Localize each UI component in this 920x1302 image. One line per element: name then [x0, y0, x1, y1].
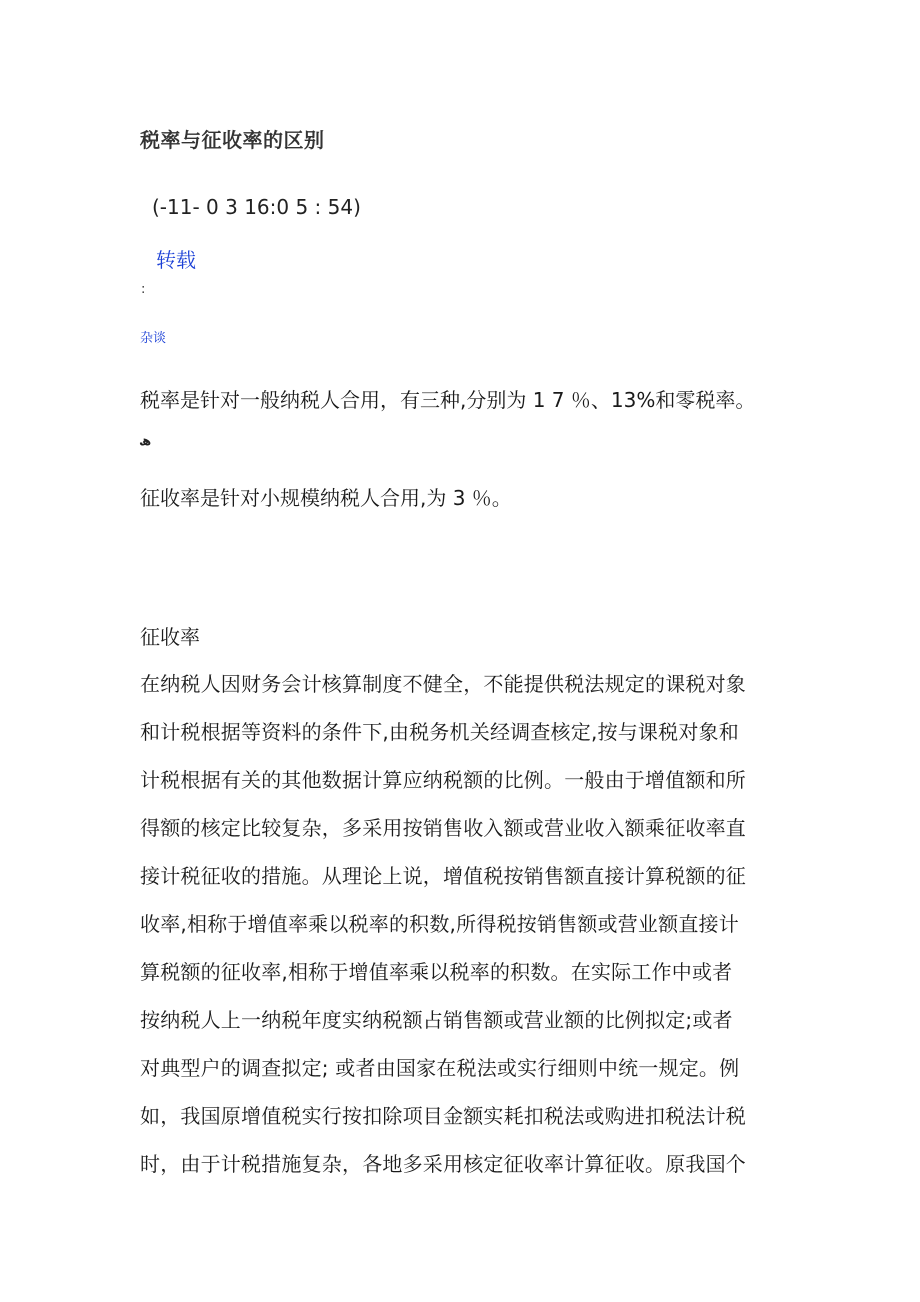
category-link[interactable]: 杂谈	[140, 331, 167, 346]
body-line: 按纳税人上一纳税年度实纳税额占销售额或营业额的比例拟定;或者	[140, 1008, 733, 1032]
body-line: 和计税根据等资料的条件下,由税务机关经调查核定,按与课税对象和	[140, 720, 739, 744]
body-line: 计税根据有关的其他数据计算应纳税额的比例。一般由于增值额和所	[140, 768, 746, 792]
section-heading: 征收率	[140, 625, 200, 649]
body-line: 算税额的征收率,相称于增值率乘以税率的积数。在实际工作中或者	[140, 960, 733, 984]
intro-line-2: 征收率是针对小规模纳税人合用,为 3 ％。	[140, 486, 512, 510]
section-body	[140, 660, 790, 1188]
body-line: 得额的核定比较复杂，多采用按销售收入额或营业收入额乘征收率直	[140, 816, 746, 840]
article-title: 税率与征收率的区别	[140, 128, 325, 152]
article-timestamp: (-11- 0 3 16:0 5 : 54)	[152, 195, 361, 219]
body-line: 对典型户的调查拟定; 或者由国家在税法或实行细则中统一规定。例	[140, 1056, 740, 1080]
body-line: 在纳税人因财务会计核算制度不健全，不能提供税法规定的课税对象	[140, 672, 746, 696]
repost-link[interactable]: 转载	[156, 248, 196, 272]
colon-separator: :	[141, 282, 146, 297]
intro-line-1: 税率是针对一般纳税人合用，有三种,分别为 1 7 ％、13%和零税率。	[140, 388, 756, 412]
body-line: 如，我国原增值税实行按扣除项目金额实耗扣税法或购进扣税法计税	[140, 1104, 746, 1128]
body-line: 接计税征收的措施。从理论上说，增值税按销售额直接计算税额的征	[140, 864, 746, 888]
body-line: 时，由于计税措施复杂，各地多采用核定征收率计算征收。原我国个	[140, 1152, 746, 1176]
stray-mark: ھ	[139, 434, 152, 449]
body-line: 收率,相称于增值率乘以税率的积数,所得税按销售额或营业额直接计	[140, 912, 739, 936]
